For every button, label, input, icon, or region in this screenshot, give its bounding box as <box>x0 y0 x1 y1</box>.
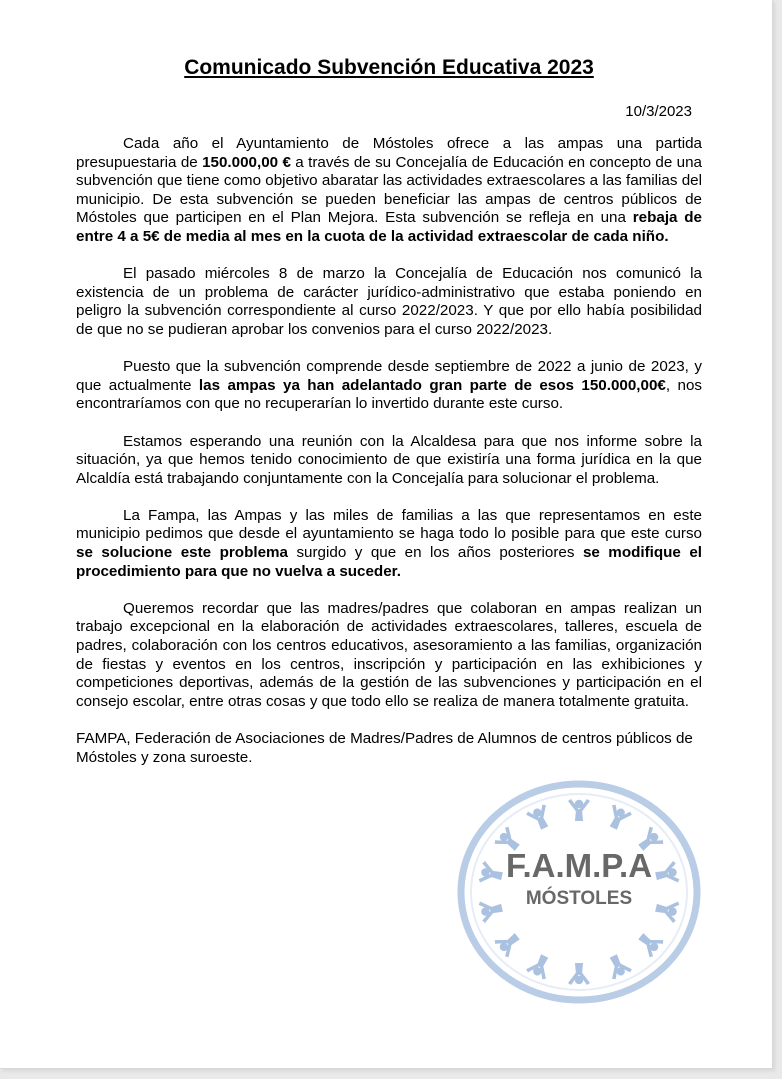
logo-figure <box>654 861 680 887</box>
text-run: surgido y que en los años posteriores <box>287 544 583 562</box>
bold-text: se modifique el procedimiento para que no vuelva a suceder. <box>76 544 703 580</box>
fampa-logo <box>456 780 702 1004</box>
logo-figure <box>603 803 632 832</box>
logo-figure <box>568 799 590 821</box>
text-run: a través de su Concejalía de Educación en concepto de una subvención que tiene como objetivo abaratar las actividades extraescolares a las familias del municipio. De esta subvención se pueden beneficiar las ampas de centros públicos de Móstoles que participen en el Plan Mejora. Esta subvención se refleja en una <box>76 153 702 227</box>
logo-figure <box>493 928 524 959</box>
bold-text: se solucione este problema <box>76 544 288 562</box>
logo-name: F.A.M.P.A <box>505 847 653 884</box>
text-run: El pasado miércoles 8 de marzo la Concejalía de Educación nos comunicó la existencia de un problema de carácter jurídico-administrativo que estaba poniendo en peligro la subvención correspondiente al curso 2022/2023. Y que por ello había posibilidad de que no se pudieran aprobar los convenios para el curso 2022/2023. <box>76 265 702 338</box>
bold-text: 150.000,00 € <box>202 153 291 171</box>
logo-figure <box>654 897 680 923</box>
document-date: 10/3/2023 <box>625 103 692 120</box>
logo-figure <box>603 951 632 980</box>
text-run: , nos encontraríamos con que no recuperarían lo invertido durante este curso. <box>76 376 702 413</box>
logo-figure <box>525 803 554 832</box>
logo-city: MÓSTOLES <box>525 888 633 909</box>
text-run: Cada año el Ayuntamiento de Móstoles ofrece a las ampas una partida presupuestaria de <box>76 135 702 171</box>
paragraph <box>76 600 702 712</box>
paragraph <box>76 433 702 489</box>
document-title: Comunicado Subvención Educativa 2023 <box>184 56 594 79</box>
paragraph <box>76 135 702 247</box>
paragraph <box>76 358 702 414</box>
paragraph <box>76 507 702 581</box>
text-run: Estamos esperando una reunión con la Alcaldesa para que nos informe sobre la situación, ya que hemos tenido conocimiento de que existiría una forma jurídica en la que Alcaldía está trabajando conjuntamente con la Concejalía para solucionar el problema. <box>76 432 702 487</box>
document-body <box>76 135 702 786</box>
paragraphs <box>76 135 702 711</box>
text-run: Queremos recordar que las madres/padres que colaboran en ampas realizan un trabajo excepcional en la elaboración de actividades extraescolares, talleres, escuela de padres, colaboración con los centros educativos, asesoramiento a las familias, organización de fiestas y eventos en los centros, inscripción y participación en las exhibiciones y competiciones deportivas, además de la gestión de las subvenciones y participación en el consejo escolar, entre otras cosas y que todo ello se realiza de manera totalmente gratuita. <box>76 599 702 710</box>
bold-text: rebaja de entre 4 a 5€ de media al mes en la cuota de la actividad extraescolar de cada niño. <box>76 209 702 245</box>
paragraph <box>76 265 702 339</box>
text-run: La Fampa, las Ampas y las miles de familias a las que representamos en este municipio pedimos que desde el ayuntamiento se haga todo lo posible para que este curso <box>76 506 702 543</box>
logo-figure <box>478 861 504 887</box>
logo-figure <box>478 897 504 923</box>
logo-figure <box>525 951 554 980</box>
logo-figure <box>634 928 665 959</box>
text-run: Puesto que la subvención comprende desde septiembre de 2022 a junio de 2023, y que actualmente <box>76 358 702 394</box>
bold-text: las ampas ya han adelantado gran parte de esos 150.000,00€ <box>198 376 666 394</box>
signature: FAMPA, Federación de Asociaciones de Madres/Padres de Alumnos de centros públicos de Móstoles y zona suroeste. <box>76 730 693 766</box>
logo-figure <box>568 963 590 985</box>
